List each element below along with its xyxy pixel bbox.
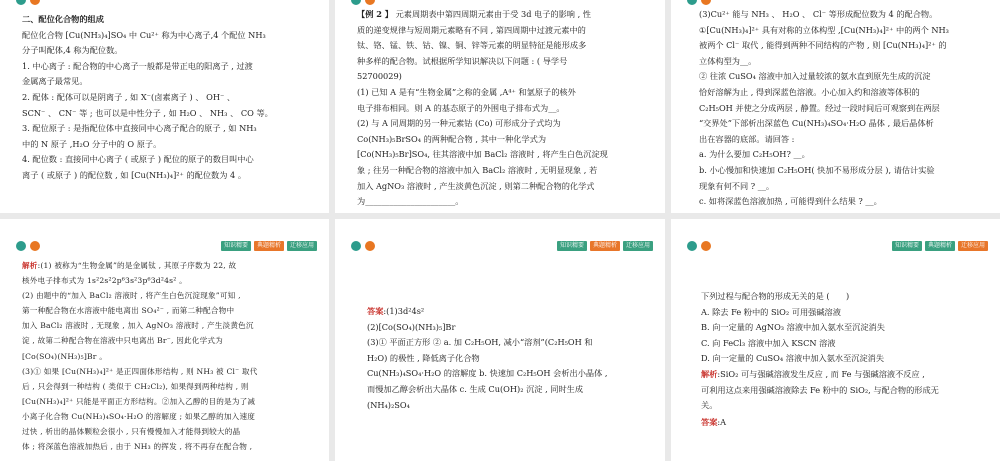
slide-tabs	[892, 241, 988, 251]
panel-6-text	[701, 289, 995, 430]
text-line: 过快 , 析出的晶体颗粒会很小 , 只有慢慢加入才能得到较大的晶	[22, 427, 241, 437]
text-line: b. 小心慢加和快速加 C₂H₅OH( 快加不易形成分层 ), 请估计实验	[699, 164, 935, 175]
tab-examples[interactable]: 典题精析	[254, 241, 284, 251]
tab-application[interactable]: 迁移应用	[287, 241, 317, 251]
option-c: C. 向 FeCl₃ 溶液中加入 KSCN 溶液	[701, 337, 836, 348]
text-line: 体 ; 将深蓝色溶液加热后 , 由于 NH₃ 的挥发 , 将不再存在配合物 ,	[22, 442, 253, 452]
text-line: (2) 由题中的“加入 BaCl₂ 溶液时 , 将产生白色沉淀现象”可知 ,	[22, 291, 241, 301]
orange-dot-icon	[30, 241, 40, 251]
panel-4-text	[22, 258, 322, 454]
text-line: 立体构型为__。	[699, 55, 757, 66]
text-line: 4. 配位数 : 直接同中心离子 ( 或原子 ) 配位的原子的数目叫中心	[22, 154, 254, 165]
orange-dot-icon	[701, 241, 711, 251]
text-line: (3)① 如果 [Cu(NH₃)₄]²⁺ 是正四面体形结构 , 则 NH₃ 被 Cl⁻ 取代	[22, 366, 258, 376]
text-line: (2) 与 A 同周期的另一种元素钴 (Co) 可形成分子式均为	[357, 118, 561, 129]
text-line: 质的递变规律与短周期元素略有不同 , 第四周期中过渡元素中的	[357, 24, 586, 35]
text-line: [Cu(NH₃)₄]²⁺ 只能是平面正方形结构。②加入乙醇的目的是为了减	[22, 396, 256, 406]
tab-knowledge[interactable]: 知识精要	[557, 241, 587, 251]
text-line: Co(NH₃)₅BrSO₄ 的两种配合物 , 其中一种化学式为	[357, 133, 547, 144]
answer-label: 答案	[701, 416, 718, 427]
text-line: SCN⁻ 、 CN⁻ 等 ; 也可以是中性分子 , 如 H₂O 、 NH₃ 、 CO 等。	[22, 107, 273, 118]
text-line: 3. 配位原子 : 是指配位体中直接同中心离子配合的原子 , 如 NH₃	[22, 123, 257, 134]
text-line: 象 ; 往另一种配合物的溶液中加入 BaCl₂ 溶液时 , 无明显现象 , 若	[357, 164, 598, 175]
text-line: (3)Cu²⁺ 能与 NH₃ 、 H₂O 、 Cl⁻ 等形成配位数为 4 的配合物。	[699, 9, 938, 19]
slide-panel-4	[0, 219, 329, 461]
tab-examples[interactable]: 典题精析	[590, 241, 620, 251]
text-line: 小离子化合物 Cu(NH₃)₄SO₄·H₂O 的溶解度 ; 如果乙醇的加入速度	[22, 411, 256, 421]
text-line	[701, 415, 995, 431]
text-line: 后 , 只会得到一种结构 ( 类似于 CH₂Cl₂), 如果得到两种结构 , 则	[22, 381, 249, 391]
slide-tabs	[221, 241, 317, 251]
text-line: 可利用这点来用强碱溶液除去 Fe 粉中的 SiO₂, 与配合物的形成无	[701, 384, 939, 395]
text-line: 而慢加乙醇会析出大晶体 c. 生成 Cu(OH)₂ 沉淀 , 同时生成	[367, 383, 584, 394]
text-line: 配位化合物 [Cu(NH₃)₄]SO₄ 中 Cu²⁺ 称为中心离子,4 个配位 NH₃	[22, 29, 266, 40]
slide-header	[687, 241, 988, 253]
answer-value: :A	[717, 416, 727, 427]
text-line: 1. 中心离子 : 配合物的中心离子一般都是带正电的阳离子 , 过渡	[22, 60, 253, 71]
analysis-label: 解析	[701, 368, 718, 379]
text-line: 离子 ( 或原子 ) 的配位数 , 如 [Cu(NH₃)₄]²⁺ 的配位数为 4 。	[22, 169, 247, 180]
slide-panel-1	[0, 0, 329, 213]
text-line: 第一种配合物在水溶液中能电离出 SO₄²⁻ , 而第二种配合物中	[22, 306, 235, 316]
orange-dot-icon	[30, 0, 40, 5]
slide-panel-6	[671, 219, 1000, 461]
text-line: a. 为什么要加 C₂H₅OH? __。	[699, 149, 810, 160]
text-line: 为______________________。	[357, 196, 464, 207]
text-line: (3)① 平面正方形 ② a. 加 C₂H₅OH, 减小“溶剂”(C₂H₅OH 和	[367, 337, 593, 348]
text-line: 加入 AgNO₃ 溶液时 , 产生淡黄色沉淀 , 则第二种配合物的化学式	[357, 180, 595, 191]
slide-header	[351, 241, 653, 253]
text-line: 【例 2 】 元素周期表中第四周期元素由于受 3d 电子的影响 , 性	[357, 9, 591, 19]
answer-label: 答案	[367, 306, 384, 316]
analysis-label: 解析	[22, 261, 38, 270]
orange-dot-icon	[365, 0, 375, 5]
tab-application[interactable]: 迁移应用	[958, 241, 988, 251]
teal-dot-icon	[687, 0, 697, 5]
text-line: 现象有何不同 ? __。	[699, 180, 775, 191]
teal-dot-icon	[16, 0, 26, 5]
text-line: (1) 已知 A 是有“生物金属”之称的金属 ,A⁴⁺ 和氩原子的核外	[357, 86, 576, 97]
text-line: 解析:(1) 被称为“生物金属”的是金属钛 , 其原子序数为 22, 故	[22, 261, 237, 270]
orange-dot-icon	[701, 0, 711, 5]
text-line: H₂O) 的极性 , 降低离子化合物	[367, 352, 480, 363]
option-a: A. 除去 Fe 粉中的 SiO₂ 可用强碱溶液	[701, 306, 841, 317]
section-heading: 二、配位化合物的组成	[22, 14, 104, 24]
panel-3-text	[699, 7, 997, 210]
text-line: Cu(NH₃)₄SO₄·H₂O 的溶解度 b. 快速加 C₂H₅OH 会析出小晶体 ,	[367, 368, 608, 379]
orange-dot-icon	[365, 241, 375, 251]
text-line: 分子叫配体,4 称为配位数。	[22, 45, 123, 56]
teal-dot-icon	[351, 241, 361, 251]
panel-5-text	[367, 304, 659, 413]
text-line: 中的 N 原子 ,H₂O 分子中的 O 原子。	[22, 138, 162, 149]
text-line: 金属离子最常见。	[22, 76, 88, 87]
text-line: 核外电子排布式为 1s²2s²2p⁶3s²3p⁶3d²4s² 。	[22, 276, 187, 286]
text-line: C₂H₅OH 并使之分成两层 , 静置。经过一段时间后可观察到在两层	[699, 102, 940, 113]
text-line: “交界处”下部析出深蓝色 Cu(NH₃)₄SO₄·H₂O 晶体 , 最后晶体析	[699, 118, 934, 129]
text-line: 钛、铬、锰、铁、钴、镍、铜、锌等元素的明显特征是能形成多	[357, 40, 587, 51]
text-line: 解析:SiO₂ 可与强碱溶液发生反应 , 而 Fe 与强碱溶液不反应 ,	[701, 368, 925, 379]
text-line: 2. 配体 : 配体可以是阴离子 , 如 X⁻(卤素离子 ) 、 OH⁻ 、	[22, 91, 236, 102]
tab-examples[interactable]: 典题精析	[925, 241, 955, 251]
text-line: [Co(NH₃)₅Br]SO₄, 往其溶液中加 BaCl₂ 溶液时 , 将产生白色沉淀现	[357, 149, 608, 160]
text-line: ①[Cu(NH₃)₄]²⁺ 具有对称的立体构型 ,[Cu(NH₃)₄]²⁺ 中的两个 NH₃	[699, 24, 949, 35]
option-d: D. 向一定量的 CuSO₄ 溶液中加入氨水至沉淀消失	[701, 353, 885, 364]
panel-2-text	[357, 7, 657, 210]
example-label: 【例 2 】	[357, 9, 393, 19]
text-line: c. 如将深蓝色溶液加热 , 可能得到什么结果 ? __。	[699, 196, 882, 207]
panel-1-text	[22, 12, 322, 184]
question-stem: 下列过程与配合物的形成无关的是 ( )	[701, 291, 850, 301]
tab-knowledge[interactable]: 知识精要	[892, 241, 922, 251]
teal-dot-icon	[351, 0, 361, 5]
slide-panel-2	[335, 0, 665, 213]
text-line: 淀 , 故第二种配合物在溶液中只电离出 Br⁻, 因此化学式为	[22, 336, 223, 346]
text-line: 种多样的配合物。试根据所学知识解决以下问题 : ( 导学号	[357, 55, 568, 66]
teal-dot-icon	[687, 241, 697, 251]
slide-tabs	[557, 241, 653, 251]
text-line: 出在容器的底部。请回答 :	[699, 133, 795, 144]
option-b: B. 向一定量的 AgNO₃ 溶液中加入氨水至沉淀消失	[701, 322, 885, 333]
tab-knowledge[interactable]: 知识精要	[221, 241, 251, 251]
text-line: 被两个 Cl⁻ 取代 , 能得到两种不同结构的产物 , 则 [Cu(NH₃)₄]²⁺ 的	[699, 40, 947, 51]
teal-dot-icon	[16, 241, 26, 251]
text-line: 52700029)	[357, 71, 402, 82]
slide-panel-3	[671, 0, 1000, 213]
text-line: 电子排布相同。则 A 的基态原子的外围电子排布式为__。	[357, 102, 565, 113]
slide-panel-5	[335, 219, 665, 461]
text-line: ② 往浓 CuSO₄ 溶液中加入过量较浓的氨水直到原先生成的沉淀	[699, 71, 931, 82]
text-line: (NH₄)₂SO₄	[367, 399, 410, 410]
tab-application[interactable]: 迁移应用	[623, 241, 653, 251]
slide-header	[16, 241, 317, 253]
text-line: 答案:(1)3d²4s²	[367, 306, 425, 316]
text-line: 关。	[701, 400, 718, 411]
text-line: [Co(SO₄)(NH₃)₅]Br 。	[22, 351, 108, 361]
text-line: 恰好溶解为止 , 得到深蓝色溶液。小心加入约和溶液等体积的	[699, 86, 920, 97]
text-line: 加入 BaCl₂ 溶液时 , 无现象 , 加入 AgNO₃ 溶液时 , 产生淡黄色沉	[22, 321, 254, 331]
text-line: (2)[Co(SO₄)(NH₃)₅]Br	[367, 321, 456, 332]
